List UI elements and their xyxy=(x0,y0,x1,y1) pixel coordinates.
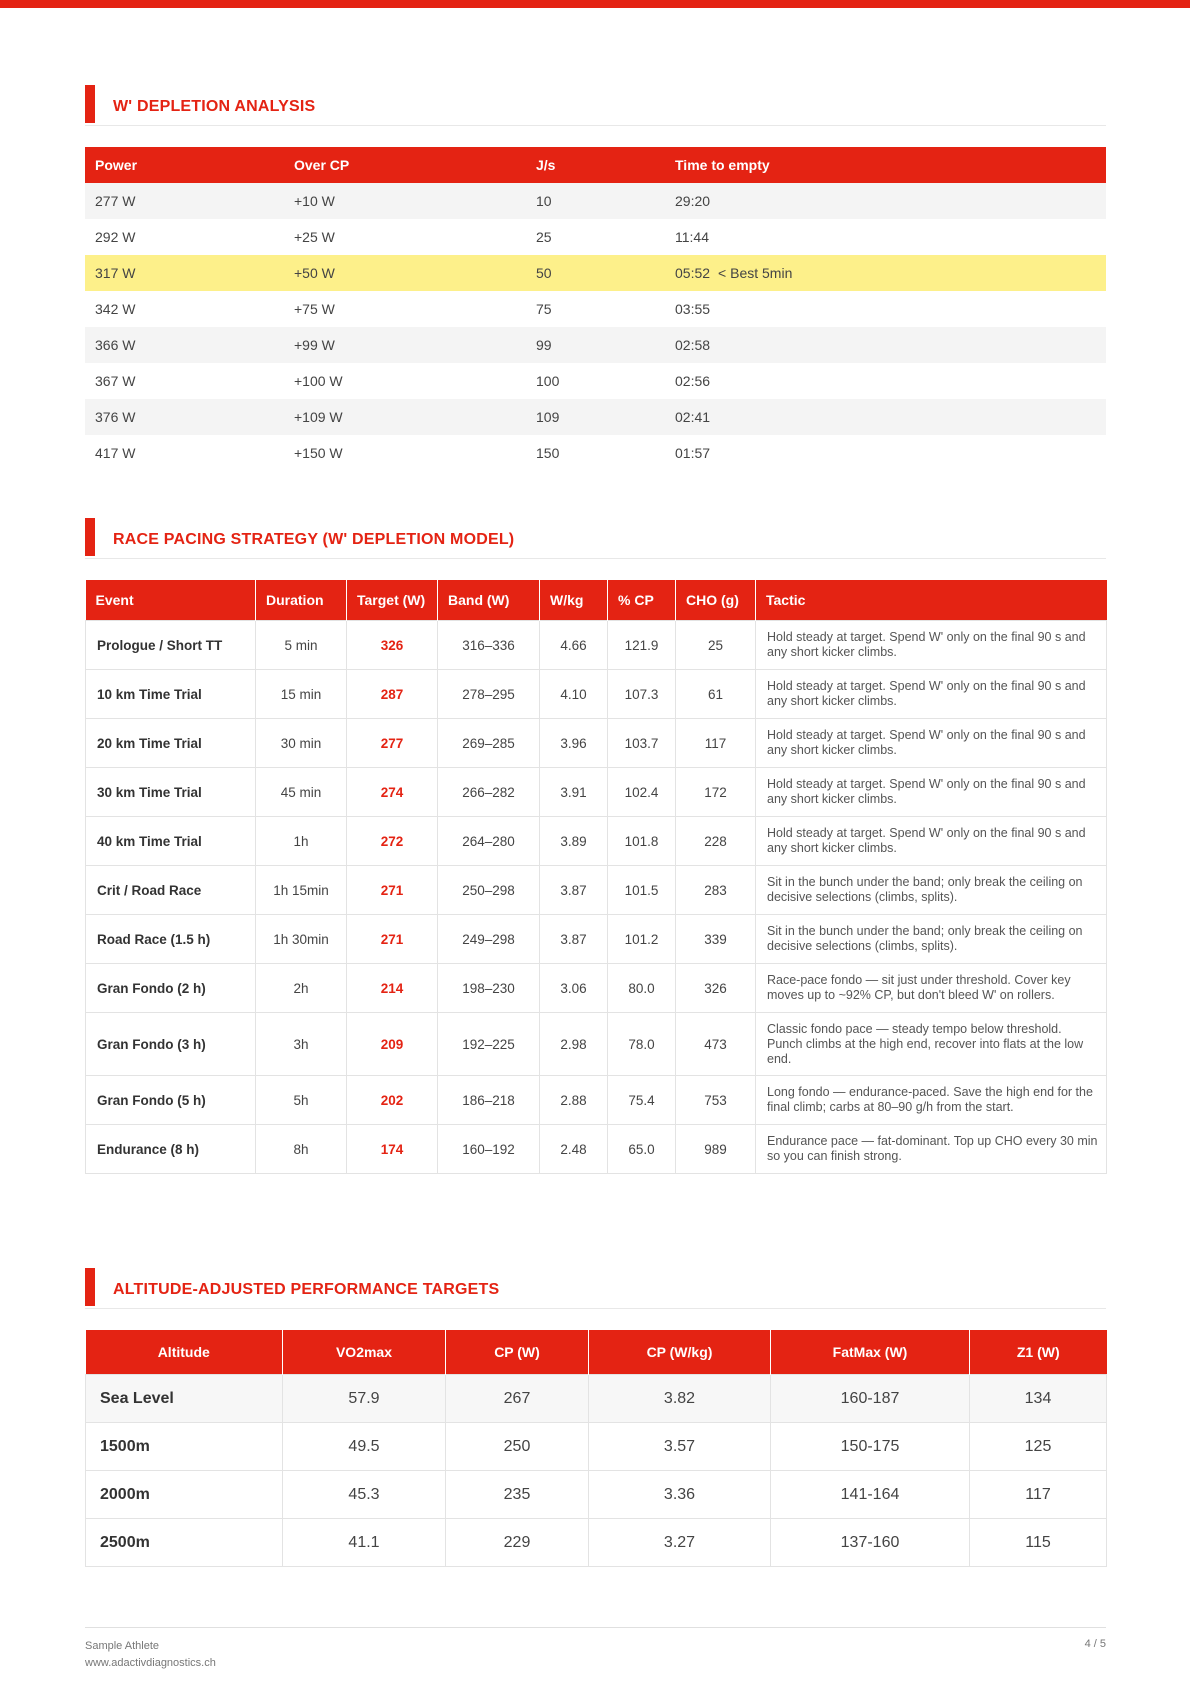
column-header: Event xyxy=(86,580,256,621)
table-row xyxy=(86,621,1107,670)
vo2max-cell: 41.1 xyxy=(283,1519,446,1567)
time-value: 02:41 xyxy=(675,409,711,425)
over-cp-cell: +10 W xyxy=(284,183,526,219)
wkg-cell: 3.91 xyxy=(540,768,608,817)
column-header: Over CP xyxy=(284,147,526,183)
power-cell: 277 W xyxy=(85,183,284,219)
joules-cell: 25 xyxy=(536,229,552,245)
z1-cell: 115 xyxy=(970,1519,1107,1567)
event-cell: Crit / Road Race xyxy=(86,866,256,915)
tactic-cell: Hold steady at target. Spend W' only on the final 90 s and any short kicker climbs. xyxy=(756,768,1107,817)
tactic-cell: Endurance pace — fat-dominant. Top up CHO every 30 min so you can finish strong. xyxy=(756,1125,1107,1174)
cho-cell: 61 xyxy=(676,670,756,719)
column-header: Target (W) xyxy=(347,580,438,621)
band-cell: 269–285 xyxy=(438,719,540,768)
target-cell: 209 xyxy=(347,1013,438,1076)
cho-cell: 172 xyxy=(676,768,756,817)
time-to-empty-cell xyxy=(665,255,1106,291)
wkg-cell: 3.87 xyxy=(540,915,608,964)
footer-athlete-name: Sample Athlete xyxy=(85,1640,159,1652)
event-cell: 40 km Time Trial xyxy=(86,817,256,866)
section-accent-bar xyxy=(85,1268,95,1306)
time-to-empty-cell xyxy=(665,435,1106,471)
percent-cp-cell: 101.5 xyxy=(608,866,676,915)
target-cell: 274 xyxy=(347,768,438,817)
tactic-cell: Sit in the bunch under the band; only break the ceiling on decisive selections (climbs, splits). xyxy=(756,915,1107,964)
altitude-cell: 1500m xyxy=(86,1423,283,1471)
table-row xyxy=(85,255,1106,291)
z1-cell: 134 xyxy=(970,1375,1107,1423)
cho-cell: 117 xyxy=(676,719,756,768)
cp-wkg-cell: 3.82 xyxy=(589,1375,771,1423)
target-cell: 202 xyxy=(347,1076,438,1125)
wkg-cell: 3.06 xyxy=(540,964,608,1013)
over-cp-cell: +109 W xyxy=(284,399,526,435)
tactic-cell: Hold steady at target. Spend W' only on the final 90 s and any short kicker climbs. xyxy=(756,670,1107,719)
column-header: Band (W) xyxy=(438,580,540,621)
tactic-cell: Long fondo — endurance-paced. Save the high end for the final climb; carbs at 80–90 g/h from the start. xyxy=(756,1076,1107,1125)
footer-page-number: 4 / 5 xyxy=(1084,1638,1106,1650)
cho-cell: 25 xyxy=(676,621,756,670)
band-cell: 266–282 xyxy=(438,768,540,817)
table-row xyxy=(86,1076,1107,1125)
time-value: 02:56 xyxy=(675,373,711,389)
time-value: 05:52 xyxy=(675,265,711,281)
percent-cp-cell: 121.9 xyxy=(608,621,676,670)
vo2max-cell: 57.9 xyxy=(283,1375,446,1423)
over-cp-cell: +150 W xyxy=(294,445,343,461)
column-header: CP (W/kg) xyxy=(589,1330,771,1375)
column-header: VO2max xyxy=(283,1330,446,1375)
target-cell: 277 xyxy=(347,719,438,768)
band-cell: 264–280 xyxy=(438,817,540,866)
joules-cell: 150 xyxy=(536,445,560,461)
target-cell: 174 xyxy=(347,1125,438,1174)
target-cell: 214 xyxy=(347,964,438,1013)
power-cell: 342 W xyxy=(95,301,136,317)
duration-cell: 45 min xyxy=(256,768,347,817)
wkg-cell: 3.89 xyxy=(540,817,608,866)
band-cell: 192–225 xyxy=(438,1013,540,1076)
section-header-altitude xyxy=(85,1268,1106,1309)
percent-cp-cell: 78.0 xyxy=(608,1013,676,1076)
column-header: Altitude xyxy=(86,1330,283,1375)
wkg-cell: 3.87 xyxy=(540,866,608,915)
percent-cp-cell: 107.3 xyxy=(608,670,676,719)
footer-divider xyxy=(85,1627,1106,1628)
cp-wkg-cell: 3.57 xyxy=(589,1423,771,1471)
footer-left xyxy=(85,1638,216,1672)
column-header: Z1 (W) xyxy=(970,1330,1107,1375)
column-header: CHO (g) xyxy=(676,580,756,621)
altitude-cell: Sea Level xyxy=(86,1375,283,1423)
band-cell: 316–336 xyxy=(438,621,540,670)
cho-cell: 228 xyxy=(676,817,756,866)
cp-watts-cell: 229 xyxy=(446,1519,589,1567)
table-row xyxy=(85,291,1106,327)
column-header: J/s xyxy=(526,147,665,183)
over-cp-cell: +75 W xyxy=(294,301,335,317)
table-row xyxy=(86,817,1107,866)
time-to-empty-cell xyxy=(665,363,1106,399)
altitude-table xyxy=(85,1330,1107,1567)
column-header: Power xyxy=(85,147,284,183)
wkg-cell: 2.88 xyxy=(540,1076,608,1125)
section-header-w-depletion xyxy=(85,85,1106,126)
power-cell: 376 W xyxy=(85,399,284,435)
z1-cell: 125 xyxy=(970,1423,1107,1471)
column-header: Duration xyxy=(256,580,347,621)
table-row xyxy=(86,768,1107,817)
section-title: W' DEPLETION ANALYSIS xyxy=(113,98,316,115)
column-header: Time to empty xyxy=(665,147,1106,183)
duration-cell: 1h 30min xyxy=(256,915,347,964)
target-cell: 271 xyxy=(347,866,438,915)
time-to-empty-cell xyxy=(665,327,1106,363)
event-cell: Gran Fondo (5 h) xyxy=(86,1076,256,1125)
table-row xyxy=(86,1471,1107,1519)
vo2max-cell: 49.5 xyxy=(283,1423,446,1471)
tactic-cell: Race-pace fondo — sit just under threshold. Cover key moves up to ~92% CP, but don't bleed W' on rollers. xyxy=(756,964,1107,1013)
table-row xyxy=(85,435,1106,471)
power-cell: 317 W xyxy=(85,255,284,291)
section-accent-bar xyxy=(85,85,95,123)
table-row xyxy=(85,327,1106,363)
table-row xyxy=(86,964,1107,1013)
joules-cell: 109 xyxy=(526,399,665,435)
duration-cell: 5 min xyxy=(256,621,347,670)
percent-cp-cell: 102.4 xyxy=(608,768,676,817)
power-cell: 417 W xyxy=(95,445,136,461)
column-header: CP (W) xyxy=(446,1330,589,1375)
cp-watts-cell: 250 xyxy=(446,1423,589,1471)
event-cell: 10 km Time Trial xyxy=(86,670,256,719)
event-cell: Gran Fondo (3 h) xyxy=(86,1013,256,1076)
over-cp-cell: +50 W xyxy=(284,255,526,291)
event-cell: Road Race (1.5 h) xyxy=(86,915,256,964)
table-row xyxy=(86,1013,1107,1076)
table-header-row xyxy=(86,580,1107,621)
percent-cp-cell: 65.0 xyxy=(608,1125,676,1174)
over-cp-cell: +25 W xyxy=(294,229,335,245)
table-row xyxy=(86,1519,1107,1567)
target-cell: 326 xyxy=(347,621,438,670)
table-row xyxy=(86,670,1107,719)
column-header: % CP xyxy=(608,580,676,621)
best-effort-note: < Best 5min xyxy=(718,265,793,281)
time-to-empty-cell xyxy=(665,399,1106,435)
wkg-cell: 2.98 xyxy=(540,1013,608,1076)
cp-watts-cell: 267 xyxy=(446,1375,589,1423)
percent-cp-cell: 103.7 xyxy=(608,719,676,768)
joules-cell: 50 xyxy=(526,255,665,291)
table-row xyxy=(85,219,1106,255)
power-cell: 367 W xyxy=(95,373,136,389)
cho-cell: 326 xyxy=(676,964,756,1013)
duration-cell: 1h 15min xyxy=(256,866,347,915)
tactic-cell: Hold steady at target. Spend W' only on the final 90 s and any short kicker climbs. xyxy=(756,621,1107,670)
joules-cell: 10 xyxy=(526,183,665,219)
table-header-row xyxy=(85,147,1106,183)
band-cell: 198–230 xyxy=(438,964,540,1013)
cp-wkg-cell: 3.27 xyxy=(589,1519,771,1567)
fatmax-cell: 137-160 xyxy=(771,1519,970,1567)
race-pacing-table xyxy=(85,580,1107,1174)
percent-cp-cell: 101.2 xyxy=(608,915,676,964)
tactic-cell: Hold steady at target. Spend W' only on the final 90 s and any short kicker climbs. xyxy=(756,817,1107,866)
altitude-cell: 2500m xyxy=(86,1519,283,1567)
table-row xyxy=(86,1125,1107,1174)
wkg-cell: 4.10 xyxy=(540,670,608,719)
band-cell: 278–295 xyxy=(438,670,540,719)
fatmax-cell: 141-164 xyxy=(771,1471,970,1519)
column-header: FatMax (W) xyxy=(771,1330,970,1375)
event-cell: Endurance (8 h) xyxy=(86,1125,256,1174)
band-cell: 186–218 xyxy=(438,1076,540,1125)
cho-cell: 753 xyxy=(676,1076,756,1125)
duration-cell: 2h xyxy=(256,964,347,1013)
duration-cell: 1h xyxy=(256,817,347,866)
wkg-cell: 4.66 xyxy=(540,621,608,670)
tactic-cell: Classic fondo pace — steady tempo below threshold. Punch climbs at the high end, recover into flats at the low end. xyxy=(756,1013,1107,1076)
event-cell: 20 km Time Trial xyxy=(86,719,256,768)
section-title: RACE PACING STRATEGY (W' DEPLETION MODEL) xyxy=(113,531,515,548)
table-row xyxy=(85,363,1106,399)
duration-cell: 5h xyxy=(256,1076,347,1125)
cho-cell: 989 xyxy=(676,1125,756,1174)
table-row xyxy=(86,866,1107,915)
event-cell: Prologue / Short TT xyxy=(86,621,256,670)
over-cp-cell: +100 W xyxy=(294,373,343,389)
time-value: 02:58 xyxy=(675,337,711,353)
percent-cp-cell: 80.0 xyxy=(608,964,676,1013)
joules-cell: 100 xyxy=(536,373,560,389)
column-header: W/kg xyxy=(540,580,608,621)
percent-cp-cell: 101.8 xyxy=(608,817,676,866)
section-title: ALTITUDE-ADJUSTED PERFORMANCE TARGETS xyxy=(113,1281,500,1298)
power-cell: 366 W xyxy=(85,327,284,363)
wkg-cell: 3.96 xyxy=(540,719,608,768)
duration-cell: 8h xyxy=(256,1125,347,1174)
target-cell: 272 xyxy=(347,817,438,866)
duration-cell: 15 min xyxy=(256,670,347,719)
cho-cell: 339 xyxy=(676,915,756,964)
section-header-race-pacing xyxy=(85,518,1106,559)
wkg-cell: 2.48 xyxy=(540,1125,608,1174)
table-row xyxy=(86,1375,1107,1423)
time-value: 01:57 xyxy=(675,445,711,461)
band-cell: 249–298 xyxy=(438,915,540,964)
vo2max-cell: 45.3 xyxy=(283,1471,446,1519)
band-cell: 160–192 xyxy=(438,1125,540,1174)
w-depletion-table xyxy=(85,147,1106,471)
z1-cell: 117 xyxy=(970,1471,1107,1519)
table-row xyxy=(86,1423,1107,1471)
fatmax-cell: 150-175 xyxy=(771,1423,970,1471)
duration-cell: 3h xyxy=(256,1013,347,1076)
table-header-row xyxy=(86,1330,1107,1375)
time-value: 03:55 xyxy=(675,301,711,317)
time-value: 29:20 xyxy=(675,193,711,209)
joules-cell: 99 xyxy=(526,327,665,363)
table-row xyxy=(85,399,1106,435)
altitude-cell: 2000m xyxy=(86,1471,283,1519)
event-cell: 30 km Time Trial xyxy=(86,768,256,817)
table-row xyxy=(86,915,1107,964)
duration-cell: 30 min xyxy=(256,719,347,768)
tactic-cell: Sit in the bunch under the band; only break the ceiling on decisive selections (climbs, splits). xyxy=(756,866,1107,915)
joules-cell: 75 xyxy=(536,301,552,317)
table-row xyxy=(86,719,1107,768)
time-to-empty-cell xyxy=(665,219,1106,255)
top-accent-bar xyxy=(0,0,1190,8)
power-cell: 292 W xyxy=(95,229,136,245)
percent-cp-cell: 75.4 xyxy=(608,1076,676,1125)
over-cp-cell: +99 W xyxy=(284,327,526,363)
time-value: 11:44 xyxy=(675,229,709,245)
target-cell: 271 xyxy=(347,915,438,964)
time-to-empty-cell xyxy=(665,183,1106,219)
event-cell: Gran Fondo (2 h) xyxy=(86,964,256,1013)
column-header: Tactic xyxy=(756,580,1107,621)
cp-wkg-cell: 3.36 xyxy=(589,1471,771,1519)
time-to-empty-cell xyxy=(665,291,1106,327)
cp-watts-cell: 235 xyxy=(446,1471,589,1519)
table-row xyxy=(85,183,1106,219)
cho-cell: 283 xyxy=(676,866,756,915)
footer-website: www.adactivdiagnostics.ch xyxy=(85,1657,216,1669)
target-cell: 287 xyxy=(347,670,438,719)
section-accent-bar xyxy=(85,518,95,556)
tactic-cell: Hold steady at target. Spend W' only on the final 90 s and any short kicker climbs. xyxy=(756,719,1107,768)
cho-cell: 473 xyxy=(676,1013,756,1076)
band-cell: 250–298 xyxy=(438,866,540,915)
fatmax-cell: 160-187 xyxy=(771,1375,970,1423)
